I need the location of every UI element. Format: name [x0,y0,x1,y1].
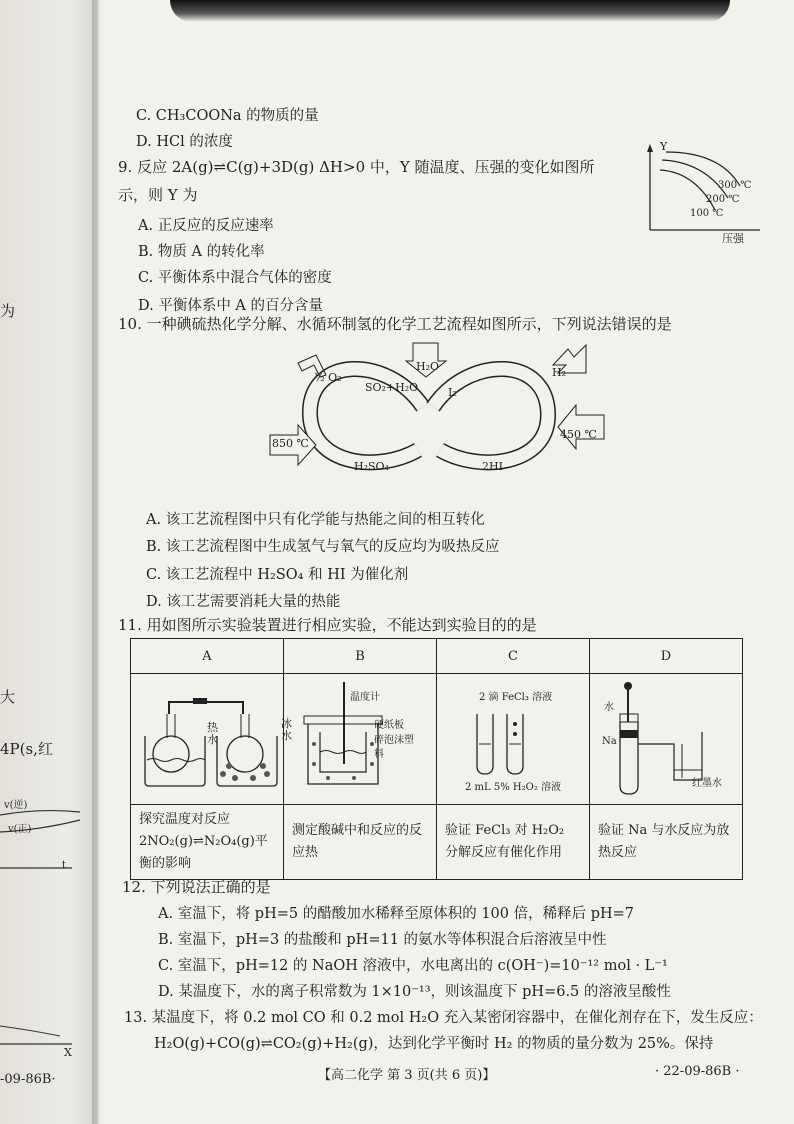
q9-curve-label-300: 300 ℃ [718,180,752,191]
q10-stem: 10. 一种碘硫热化学分解、水循环制氢的化学工艺流程如图所示，下列说法错误的是 [118,315,672,333]
table-header-c: C [437,639,590,674]
margin-text-da: 大 [0,688,16,706]
q9-option-d: D. 平衡体系中 A 的百分含量 [138,298,324,314]
apparatus-b-thermometer: 温度计 [350,692,380,703]
q8-option-d: D. HCl 的浓度 [136,134,233,150]
margin-v-reverse: v(逆) [4,800,28,811]
apparatus-d-red-ink: 红墨水 [692,778,722,789]
q9-curve-label-100: 100 ℃ [690,208,724,219]
q10-label-i2: I₂ [448,386,457,399]
q12-option-b: B. 室温下，pH=3 的盐酸和 pH=11 的氨水等体积混合后溶液呈中性 [158,932,607,948]
q10-label-h2: H₂ [552,366,567,379]
q8-option-c: C. CH₃COONa 的物质的量 [136,108,319,124]
q12-stem: 12. 下列说法正确的是 [122,878,271,896]
q10-label-h2so4: H₂SO₄ [354,460,389,473]
margin-v-forward: v(正) [8,824,32,835]
q10-option-d: D. 该工艺需要消耗大量的热能 [146,594,341,610]
apparatus-a-hot-water: 热水 [207,721,218,746]
apparatus-c-fecl3: 2 滴 FeCl₃ 溶液 [479,692,553,703]
table-desc-b: 测定酸碱中和反应的反应热 [284,805,437,880]
q10-label-2hi: 2HI [482,460,503,473]
apparatus-a-ice-water: 冰水 [281,717,292,742]
table-header-d: D [590,639,743,674]
adjacent-page [0,0,98,1124]
margin-text-wei: 为 [0,302,16,320]
apparatus-d-cell [590,674,743,805]
top-shadow [170,0,730,22]
q10-label-850c: 850 ℃ [272,437,309,450]
q12-option-d: D. 某温度下，水的离子积常数为 1×10⁻¹³，则该温度下 pH=6.5 的溶液呈酸性 [158,984,671,1000]
q13-line2: H₂O(g)+CO(g)⇌CO₂(g)+H₂(g)，达到化学平衡时 H₂ 的物质的量分数为 25%。保持 [154,1036,714,1052]
q10-label-so2-h2o: SO₂+H₂O [365,381,419,394]
q10-option-a: A. 该工艺流程图中只有化学能与热能之间的相互转化 [146,512,485,528]
page-footer-center: 【高二化学 第 3 页(共 6 页)】 [318,1068,496,1083]
apparatus-b-foam: 碎泡沫塑料 [374,735,414,760]
q9-graph-x-label: 压强 [722,232,744,245]
margin-x-label: X [64,1046,72,1059]
apparatus-c-cell [437,674,590,805]
q9-graph-y-label: Y [660,140,668,153]
q10-option-b: B. 该工艺流程图中生成氢气与氧气的反应均为吸热反应 [146,539,500,555]
q10-label-450c: 450 ℃ [560,428,597,441]
table-desc-d: 验证 Na 与水反应为放热反应 [590,805,743,880]
apparatus-d-na: Na [602,736,617,747]
q12-option-c: C. 室温下，pH=12 的 NaOH 溶液中，水电离出的 c(OH⁻)=10⁻¹² mol · L⁻¹ [158,958,668,974]
apparatus-a-cell [131,674,292,805]
q11-experiment-table [130,638,743,880]
q9-stem-line1: 9. 反应 2A(g)⇌C(g)+3D(g) ΔH>0 中，Y 随温度、压强的变化如图所 [118,158,595,176]
q10-label-o2: ½ O₂ [314,371,342,384]
q9-option-c: C. 平衡体系中混合气体的密度 [138,270,332,286]
table-header-b: B [284,639,437,674]
q10-cycle-diagram [268,335,608,485]
q10-label-h2o: H₂O [416,360,440,373]
q9-graph [640,140,770,250]
q12-option-a: A. 室温下，将 pH=5 的醋酸加水稀释至原体积的 100 倍，稀释后 pH=7 [158,906,635,922]
apparatus-c-h2o2: 2 mL 5% H₂O₂ 溶液 [465,782,562,793]
margin-text-4p: 4P(s,红 [0,740,53,758]
page-footer-code: · 22-09-86B · [655,1064,740,1079]
table-header-a: A [131,639,284,674]
q9-stem-line2: 示，则 Y 为 [118,186,198,204]
apparatus-d-water: 水 [604,702,614,713]
apparatus-b-cardboard: 硬纸板 [374,720,404,731]
q11-stem: 11. 用如图所示实验装置进行相应实验，不能达到实验目的的是 [118,616,537,634]
margin-t-label: t [62,860,67,871]
margin-footer-code: -09-86B· [0,1072,56,1087]
page-fold-shadow [92,0,102,1124]
table-desc-a: 探究温度对反应 2NO₂(g)⇌N₂O₄(g)平衡的影响 [131,805,284,880]
q10-option-c: C. 该工艺流程中 H₂SO₄ 和 HI 为催化剂 [146,567,409,583]
q13-line1: 13. 某温度下，将 0.2 mol CO 和 0.2 mol H₂O 充入某密闭容器中，在催化剂存在下，发生反应： [124,1010,763,1026]
margin-axis [0,1010,90,1060]
table-desc-c: 验证 FeCl₃ 对 H₂O₂ 分解反应有催化作用 [437,805,590,880]
q9-option-b: B. 物质 A 的转化率 [138,244,265,260]
q9-curve-label-200: 200 ℃ [706,194,740,205]
q9-option-a: A. 正反应的反应速率 [138,218,274,234]
apparatus-b-cell [284,674,437,805]
